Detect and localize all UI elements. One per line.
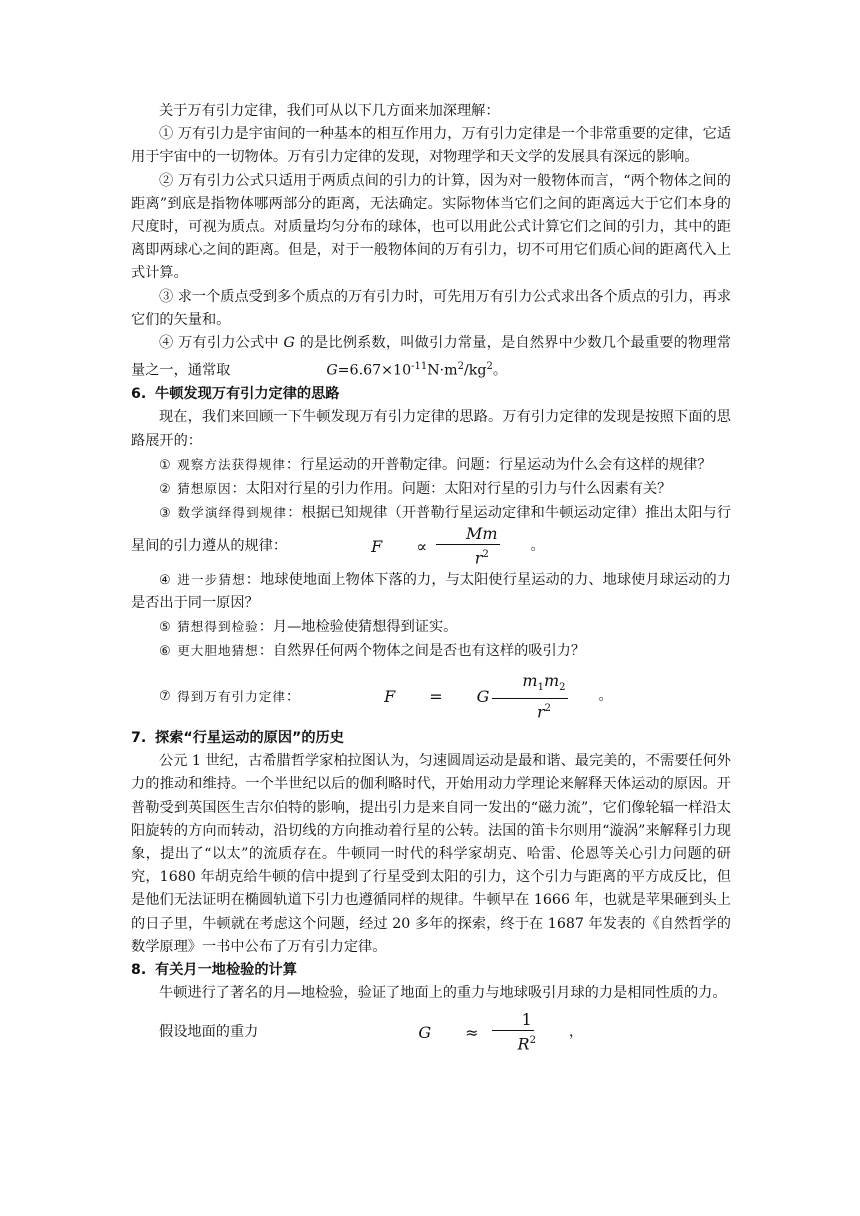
formula-proportional: F ∝ $\frac{Mm}{r^2}$ 。	[371, 524, 545, 568]
section-7-body: 公元 1 世纪，古希腊哲学家柏拉图认为，匀速圆周运动是最和谐、最完美的，不需要任何外力的推动和维持。一个半世纪以后的伽利略时代，开始用动力学理论来解释天体运动的原因。开普勒受到英国医生吉尔伯特的影响，提出引力是来自同一发出的“磁力流”，它们像轮辐一样沿太阳旋转的方向而转动，沿切线的方向推动着行星的公转。法国的笛卡尔则用“漩涡”来解释引力现象，提出了“以太”的流质存在。牛顿同一时代的科学家胡克、哈雷、伦恩等关心引力问题的研究，1680 年胡克给牛顿的信中提到了行星受到太阳的引力，这个引力与距离的平方成反比，但是他们无法证明在椭圆轨道下引力也遵循同样的规律。牛顿早在 1666 年，也就是苹果砸到头上的日子里，牛顿就在考虑这个问题，经过 20 多年的探索，终于在 1687 年发表的《自然哲学的数学原理》一书中公布了万有引力定律。	[131, 753, 731, 955]
section-8-heading: 8. 有关月一地检验的计算	[131, 962, 297, 979]
step-1: ① 观察方法获得规律：行星运动的开普勒定律。问题：行星运动为什么会有这样的规律？	[159, 456, 712, 473]
section-8-assumption: 假设地面的重力 G ≈ $\frac{1}{R^2}$ ，	[159, 1010, 583, 1054]
step-3: ③ 数学演绎得到规律：根据已知规律（开普勒行星运动定律和牛顿运动定律）推出太阳与行星间的引力遵从的规律： F ∝ $\frac{Mm}{r^2}$ 。	[131, 505, 732, 568]
formula-gravitation: F = G $\frac{m_1m_2}{r^2}$ 。	[384, 670, 613, 722]
point-1: ① 万有引力是宇宙间的一种基本的相互作用力，万有引力定律是一个非常重要的定律，它适用于宇宙中的一切物体。万有引力定律的发现，对物理学和天文学的发展具有深远的影响。	[131, 126, 732, 166]
step-2: ② 猜想原因：太阳对行星的引力作用。问题：太阳对行星的引力与什么因素有关？	[159, 480, 672, 497]
step-4: ④ 进一步猜想：地球使地面上物体下落的力，与太阳使行星运动的力、地球使月球运动的力是否出于同一原因？	[131, 571, 732, 611]
intro-paragraph: 关于万有引力定律，我们可从以下几方面来加深理解：	[159, 103, 500, 119]
formula-gravity-approx: G ≈ $\frac{1}{R^2}$ ，	[418, 1010, 583, 1054]
symbol-g: G	[283, 335, 295, 352]
step-6: ⑥ 更大胆地猜想：自然界任何两个物体之间是否也有这样的吸引力？	[159, 643, 586, 660]
point-3: ③ 求一个质点受到多个质点的万有引力时，可先用万有引力公式求出各个质点的引力，再求它们的矢量和。	[131, 288, 732, 328]
point-4: ④ 万有引力公式中 G 的是比例系数，叫做引力常量，是自然界中少数几个最重要的物理常量之一，通常取 $G=6.67\times 10^{-11}N\cdot m^2/kg^2$。	[131, 335, 732, 379]
section-6-intro: 现在，我们来回顾一下牛顿发现万有引力定律的思路。万有引力定律的发现是按照下面的思路展开的：	[131, 409, 731, 449]
point-2: ② 万有引力公式只适用于两质点间的引力的计算，因为对一般物体而言，“两个物体之间的距离”到底是指物体哪两部分的距离，无法确定。实际物体当它们之间的距离远大于它们本身的尺度时，可视为质点。对质量均匀分布的球体，也可以用此公式计算它们之间的引力，其中的距离即两球心之间的距离。但是，对于一般物体间的万有引力，切不可用它们质心间的距离代入上式计算。	[131, 172, 731, 282]
section-7-heading: 7. 探索“行星运动的原因”的历史	[131, 730, 344, 747]
document-page	[131, 100, 731, 1054]
section-8-body: 牛顿进行了著名的月—地检验，验证了地面上的重力与地球吸引月球的力是相同性质的力。	[159, 985, 727, 1002]
step-7: ⑦ 得到万有引力定律： F = G $\frac{m_1m_2}{r^2}$ 。	[159, 670, 613, 722]
step-5: ⑤ 猜想得到检验：月—地检验使猜想得到证实。	[159, 619, 458, 636]
section-6-heading: 6. 牛顿发现万有引力定律的思路	[131, 386, 340, 403]
